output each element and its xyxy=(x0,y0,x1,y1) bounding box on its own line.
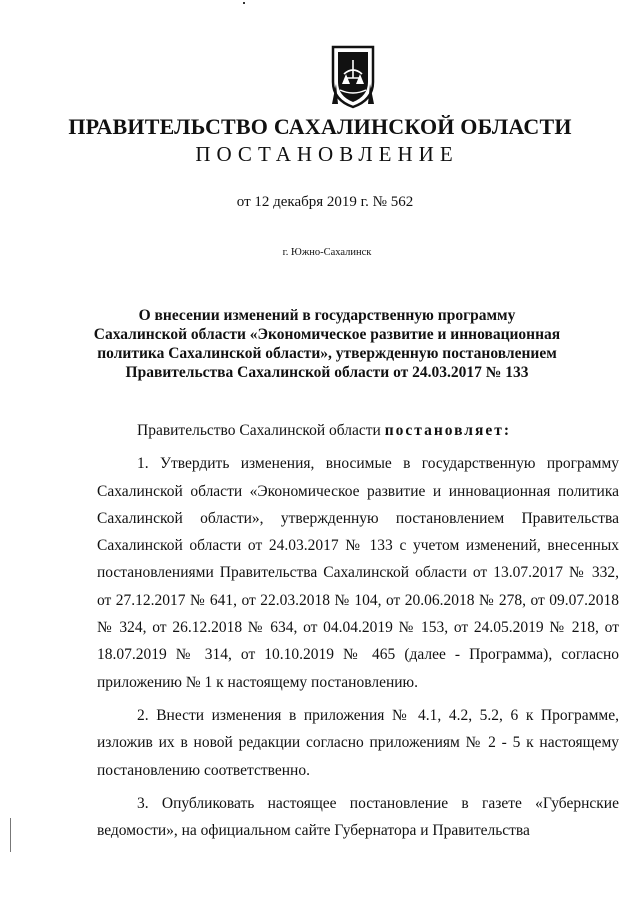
preamble xyxy=(97,417,619,444)
document-type: ПОСТАНОВЛЕНИЕ xyxy=(195,142,459,166)
item-1: 1. Утвердить изменения, вносимые в государственную программу Сахалинской области «Экономическое развитие и инновационная политика Сахалинской области», утвержденную постановлением Правительства Сахалинской области от 24.03.2017 № 133 с учетом изменений, внесенных постановлениями Правительства Сахалинской области от 13.07.2017 № 332, от 27.12.2017 № 641, от 22.03.2018 № 104, от 20.06.2018 № 278, от 09.07.2018 № 324, от 26.12.2018 № 634, от 04.04.2019 № 153, от 24.05.2019 № 218, от 18.07.2019 № 314, от 10.10.2019 № 465 (далее - Программа), согласно приложению № 1 к настоящему постановлению. xyxy=(97,455,619,691)
document-subject: О внесении изменений в государственную программу Сахалинской области «Экономическое развитие и инновационная политика Сахалинской области», утвержденную постановлением Правительства Сахалинской области от 24.03.2017 № 133 xyxy=(93,307,561,381)
document-body xyxy=(97,417,619,844)
government-title: ПРАВИТЕЛЬСТВО САХАЛИНСКОЙ ОБЛАСТИ xyxy=(68,114,572,139)
preamble-verb: постановляет: xyxy=(384,422,512,439)
date-and-number: от 12 декабря 2019 г. № 562 xyxy=(236,194,414,210)
coat-of-arms-emblem xyxy=(330,44,376,110)
item-2: 2. Внести изменения в приложения № 4.1, 4.2, 5.2, 6 к Программе, изложив их в новой редакции согласно приложениям № 2 - 5 к настоящему постановлению соответственно. xyxy=(97,706,619,779)
city: г. Южно-Сахалинск xyxy=(282,247,372,258)
scan-edge-mark xyxy=(10,818,11,852)
scan-speck xyxy=(243,2,245,4)
item-3: 3. Опубликовать настоящее постановление в газете «Губернские ведомости», на официальном сайте Губернатора и Правительства xyxy=(97,794,619,840)
preamble-text: Правительство Сахалинской области xyxy=(137,422,385,439)
